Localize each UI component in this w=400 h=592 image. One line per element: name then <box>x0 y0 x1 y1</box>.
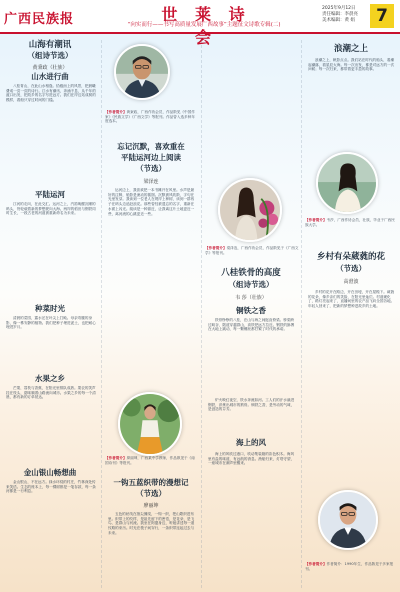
column-divider <box>101 40 102 588</box>
poem-text: 乡村的花开在路边，开在田埂，开在屋檐下。葳蕤的花朵，像乡亲们的笑脸，在阳光里灿烂。村道硬化了，路灯亮起来了，直播间里的农产品飞向全国各地。年轻人回来了，把新的梦想种进故乡的土地。 <box>308 290 395 309</box>
poem-text: 五色的丝线在指尖缠绕，一钩一织，把山歌织进布里。织带上的纹样，是祖先留下的密语，是花朵、是飞鸟、是群山与河流。我坐在阿婆身边，听她讲述每一道纹路的来历。时光在梭子间穿行，一条织带连起过去与未来。 <box>108 512 195 535</box>
column-divider <box>301 40 302 588</box>
poem-subtitle: （节选） <box>336 264 366 273</box>
author-photo-man-2 <box>318 490 378 550</box>
bio-text: 黄秉政，广西作协会员，作品散见《中国作家》《民族文学》《广西文学》等报刊。作品曾入选多种年度选本。 <box>105 110 195 124</box>
poem-body <box>6 386 96 464</box>
author-photo-man <box>114 44 170 100</box>
poem-text: 芒果、荔枝与香蕉，在阳光里排队成熟。果农的笑声挂在枝头，甜味顺着山路流向城市。水果之乡的每一个清晨，都有新的订单抵达。 <box>6 386 96 400</box>
bio-label: 【作者简介】 <box>105 456 127 460</box>
poem-title: 八桂铁骨的高度 <box>221 268 281 278</box>
section-title: 海上的风 <box>236 438 266 447</box>
poem-text: 运河边上，我喜欢把一本书摊开在风里。水声是最好的注释，船影是流动的插图。沉默被风吹散，字句在光里发芽。我读到一位老人在堤岸上种树，读到一群孩子在码头边追赶浪花。那些曾经被遗忘的名字，重新在水面上闪光。阅读是一种靠近，让我离这片土地更近一些，离河流的心跳更近一些。 <box>108 188 195 216</box>
editor-label: 责任编辑：李晨亮 <box>322 12 358 17</box>
poem-text: 江河的走向，在此交汇。运河之上，汽笛唤醒沉睡的码头，货轮载着新的梦想驶向大海。两岸的稻田与钢铁同时生长，一段古老的河道被重新命名为未来。 <box>6 202 96 216</box>
poem-title: 山海有潮讯 <box>28 40 72 50</box>
poem-body <box>108 512 196 588</box>
poem-title: 浪潮之上 <box>333 44 368 54</box>
poem-body <box>6 480 96 588</box>
poem-text: 铁骨铮铮的八桂，在山与海之间挺直脊梁。桥梁跨过峡谷，隧道穿越群山，高铁把远方拉近。钢铁的脉搏在大地上跳动，每一颗螺丝都拧紧了时代的承诺。 <box>208 318 295 332</box>
bio-label: 【作者简介】 <box>105 110 127 114</box>
portrait-image <box>220 180 280 240</box>
poem-author: 韦 莎（壮族） <box>235 295 267 301</box>
portrait-image <box>120 394 180 454</box>
poem-title: 忘记沉默，喜欢重在 <box>117 142 185 151</box>
poem-body <box>108 188 196 398</box>
poem-text: 金山银山，不在远方。绿水环绕的村庄，竹林深处传来笑语。生态的账本上，每一棵树都是一笔存款，每一条河都是一行利息。 <box>6 480 96 494</box>
section-title: 平陆运河 <box>35 190 65 199</box>
poem-author: 黄秉政（壮族） <box>32 65 68 71</box>
poem-author: 高澄波 <box>343 279 359 285</box>
bio-text: 作者简介：1990年生，作品散见于多家报刊。 <box>305 562 394 571</box>
section-title: 金山银山畅想曲 <box>23 468 77 477</box>
poem-title: 一钩五蓝织带的漫想记 <box>113 478 189 487</box>
bio-text: 梁泽连，广西作协会员，作品散见于《广西文学》等报刊。 <box>205 246 299 255</box>
poem-body <box>308 58 396 154</box>
portrait-image <box>320 492 376 548</box>
poem-text: 清晨的菜园，露水还在叶尖上打盹。母亲弯腰的身影，像一株安静的植物。我们把种子埋进泥土，也把耐心埋进岁月。 <box>6 316 96 330</box>
poem-subtitle: （节选） <box>136 164 166 173</box>
poem-title-line2: 平陆运河边上阅读 <box>121 153 181 162</box>
issue-date: 2025年9月12日 <box>322 6 356 11</box>
poem-text: 浪潮之上，帆影点点。我们站在时代的船头，看潮起潮落，看星辰大海。每一次出发，都是对远方的一次问候；每一次归来，都带着更丰盈的故事。 <box>308 58 395 72</box>
section-title: 水果之乡 <box>35 374 65 383</box>
author-bio <box>305 562 397 586</box>
bio-text: 韦莎，广西作协会员，壮族，毕业于广西民族大学。 <box>305 218 395 227</box>
poem-subtitle: （节选） <box>136 489 166 498</box>
author-photo-woman-2 <box>316 152 378 214</box>
poem-body <box>6 84 96 184</box>
author-bio <box>105 456 197 474</box>
poem-body <box>208 452 296 588</box>
portrait-image <box>318 154 376 212</box>
section-title: 山水进行曲 <box>31 72 69 81</box>
poem-body <box>6 202 96 300</box>
section-title: 铜铁之香 <box>236 306 266 315</box>
author-photo-woman-flowers <box>218 178 282 242</box>
author-bio <box>305 218 397 248</box>
poem-text: 海上的风吹过港口，吹动集装箱的彩色积木。海风里有盐的味道，有远航的消息。渔船归来，灯塔守望，一座城市在潮声里醒来。 <box>208 452 295 466</box>
masthead: 广西民族报 <box>4 12 75 27</box>
proof-label: 美术编辑：黄 娟 <box>322 18 355 23</box>
bio-label: 【作者简介】 <box>205 246 227 250</box>
poem-body <box>308 290 396 474</box>
page-number: 7 <box>370 4 394 28</box>
author-bio <box>205 246 299 264</box>
poem-body <box>208 398 296 434</box>
column-title: 世 莱 诗 会 <box>161 5 251 47</box>
author-photo-woman <box>118 392 182 456</box>
bio-label: 【作者简介】 <box>305 562 327 566</box>
poem-text: 炉火映红夜空，铁水奔流如河。工人们的汗水滴进钢铁，淬炼出城市的筋骨。铜铁之香，是劳动的气味，是创造的芬芳。 <box>208 398 295 412</box>
page-meta <box>322 6 358 24</box>
portrait-image <box>116 46 168 98</box>
poem-subtitle: （组诗节选） <box>228 280 274 289</box>
poem-body <box>208 318 296 396</box>
column-divider <box>201 40 202 588</box>
poem-title: 乡村有朵葳蕤的花 <box>316 252 385 262</box>
column-subtitle: “向实而行——书写高质量发展广西故事”主题征文诗歌专辑(二) <box>127 22 281 28</box>
poem-body <box>6 316 96 372</box>
poem-text: 八桂青山，在此山水相逢。拾级而上的风景，把晨曦叠成一页一页的诗行。江水有潮讯，奔涌不息，从千年的渡口出发，把故乡的名字写进远方。我们在岸边站成树的模样，看船只穿过时间的门槛。 <box>6 84 96 103</box>
poem-subtitle: （组诗节选） <box>27 51 73 60</box>
poem-author: 廖丽坤 <box>143 503 159 509</box>
poem-author: 梁泽连 <box>143 179 159 185</box>
bio-text: 廖丽坤，广西某中学教师，作品散见于《南国诗刊》等报刊。 <box>105 456 195 465</box>
author-bio <box>105 110 197 138</box>
section-title: 种菜时光 <box>35 304 65 313</box>
bio-label: 【作者简介】 <box>305 218 327 222</box>
